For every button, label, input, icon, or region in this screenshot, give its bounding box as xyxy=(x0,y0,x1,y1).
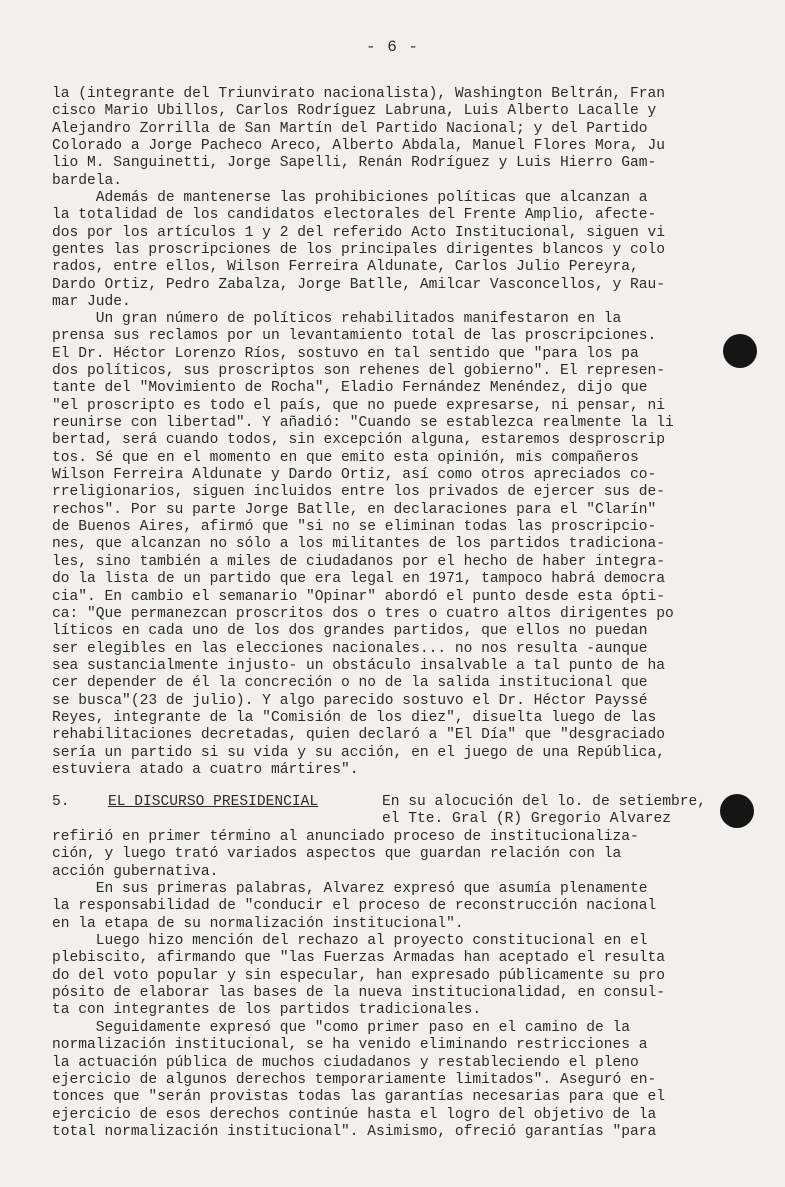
text-line: do del voto popular y sin especular, han expresado públicamente su pro xyxy=(52,967,666,984)
page-number: - 6 - xyxy=(365,38,419,56)
text-line: estuviera atado a cuatro mártires". xyxy=(52,761,359,778)
text-line: rreligionarios, siguen incluidos entre los privados de ejercer sus de- xyxy=(52,484,666,501)
text-line: tos. Sé que en el momento en que emito esta opinión, mis compañeros xyxy=(52,449,639,466)
text-line: "el proscripto es todo el país, que no puede expresarse, ni pensar, ni xyxy=(52,397,666,414)
section-intro xyxy=(382,794,762,829)
text-line: gentes las proscripciones de los principales dirigentes blancos y colo xyxy=(52,242,666,259)
text-line: tonces que "serán provistas todas las garantías necesarias para que el xyxy=(52,1089,666,1106)
text-line: sea sustancialmente injusto- un obstáculo insalvable a tal punto de ha xyxy=(52,657,666,674)
text-line: plebiscito, afirmando que "las Fuerzas Armadas han aceptado el resulta xyxy=(52,950,666,967)
paragraph-1 xyxy=(52,86,760,190)
paragraph-7 xyxy=(52,1020,760,1141)
text-line: rados, entre ellos, Wilson Ferreira Aldunate, Carlos Julio Pereyra, xyxy=(52,259,639,276)
text-line: cia". En cambio el semanario "Opinar" abordó el punto desde esta ópti- xyxy=(52,588,666,605)
text-line: En sus primeras palabras, Alvarez expresó que asumía plenamente xyxy=(52,881,648,897)
text-line: prensa sus reclamos por un levantamiento total de las proscripciones. xyxy=(52,328,657,345)
text-line: se busca"(23 de julio). Y algo parecido sostuvo el Dr. Héctor Payssé xyxy=(52,692,648,709)
text-line: la (integrante del Triunvirato nacionalista), Washington Beltrán, Fran xyxy=(52,86,666,102)
text-line: bardela. xyxy=(52,172,123,189)
text-line: la totalidad de los candidatos electorales del Frente Amplio, afecte- xyxy=(52,207,657,224)
text-line: ser elegibles en las elecciones nacionales... no nos resulta -aunque xyxy=(52,640,648,657)
text-line: pósito de elaborar las bases de la nueva institucionalidad, en consul- xyxy=(52,985,666,1002)
text-line: Dardo Ortiz, Pedro Zabalza, Jorge Batlle, Amilcar Vasconcellos, y Rau- xyxy=(52,276,666,293)
text-line: rechos". Por su parte Jorge Batlle, en declaraciones para el "Clarín" xyxy=(52,501,657,518)
text-line: total normalización institucional". Asimismo, ofreció garantías "para xyxy=(52,1124,657,1141)
text-line: mar Jude. xyxy=(52,294,131,311)
paragraph-3 xyxy=(52,311,760,779)
text-line: dos políticos, sus proscriptos son rehenes del gobierno". El represen- xyxy=(52,363,666,380)
text-line: Reyes, integrante de la "Comisión de los diez", disuelta luego de las xyxy=(52,709,657,726)
text-line: acción gubernativa. xyxy=(52,863,219,880)
section-title: EL DISCURSO PRESIDENCIAL xyxy=(108,794,319,810)
text-line: reunirse con libertad". Y añadió: "Cuando se establezca realmente la li xyxy=(52,415,674,432)
text-line: Wilson Ferreira Aldunate y Dardo Ortiz, así como otros apreciados co- xyxy=(52,467,657,484)
paragraph-2 xyxy=(52,190,760,311)
text-line: normalización institucional, se ha venido eliminando restricciones a xyxy=(52,1037,648,1054)
text-line: refirió en primer término al anunciado proceso de institucionaliza- xyxy=(52,829,639,845)
paragraph-4 xyxy=(52,829,760,881)
text-line: El Dr. Héctor Lorenzo Ríos, sostuvo en tal sentido que "para los pa xyxy=(52,345,639,362)
text-line: Alejandro Zorrilla de San Martín del Partido Nacional; y del Partido xyxy=(52,120,648,137)
paragraph-6 xyxy=(52,933,760,1020)
text-line: ca: "Que permanezcan proscritos dos o tres o cuatro altos dirigentes po xyxy=(52,605,674,622)
text-line: Un gran número de políticos rehabilitados manifestaron en la xyxy=(52,311,622,327)
text-line: les, sino también a miles de ciudadanos por el hecho de haber integra- xyxy=(52,553,666,570)
text-line: el Tte. Gral (R) Gregorio Alvarez xyxy=(382,811,672,828)
text-line: ción, y luego trató variados aspectos que guardan relación con la xyxy=(52,846,622,863)
text-line: dos por los artículos 1 y 2 del referido Acto Institucional, siguen vi xyxy=(52,224,666,241)
text-line: nes, que alcanzan no sólo a los militantes de los partidos tradiciona- xyxy=(52,536,666,553)
text-line: Colorado a Jorge Pacheco Areco, Alberto Abdala, Manuel Flores Mora, Ju xyxy=(52,138,666,155)
text-line: ejercicio de algunos derechos temporariamente limitados". Aseguró en- xyxy=(52,1072,657,1089)
text-line: cer depender de él la concreción o no de la salida institucional que xyxy=(52,675,648,692)
text-line: en la etapa de su normalización institucional". xyxy=(52,915,464,932)
text-line: Además de mantenerse las prohibiciones políticas que alcanzan a xyxy=(52,190,648,206)
text-line: la actuación pública de muchos ciudadanos y restableciendo el pleno xyxy=(52,1054,639,1071)
text-line: líticos en cada uno de los dos grandes partidos, que ellos no puedan xyxy=(52,623,648,640)
text-line: bertad, será cuando todos, sin excepción alguna, estaremos desproscrip xyxy=(52,432,666,449)
text-line: tante del "Movimiento de Rocha", Eladio Fernández Menéndez, dijo que xyxy=(52,380,648,397)
section-number: 5. xyxy=(52,794,70,810)
text-line: rehabilitaciones decretadas, quien declaró a "El Día" que "desgraciado xyxy=(52,727,666,744)
text-line: Luego hizo mención del rechazo al proyecto constitucional en el xyxy=(52,933,648,949)
text-line: cisco Mario Ubillos, Carlos Rodríguez Labruna, Luis Alberto Lacalle y xyxy=(52,103,657,120)
paragraph-5 xyxy=(52,881,760,933)
text-line: ta con integrantes de los partidos tradicionales. xyxy=(52,1002,482,1019)
text-line: En su alocución del lo. de setiembre, xyxy=(382,794,707,810)
section-heading xyxy=(52,794,760,834)
text-line: Seguidamente expresó que "como primer paso en el camino de la xyxy=(52,1020,631,1036)
text-line: sería un partido si su vida y su acción, en el juego de una República, xyxy=(52,744,666,761)
text-line: do la lista de un partido que era legal en 1971, tampoco habrá democra xyxy=(52,571,666,588)
binder-hole-top xyxy=(723,334,757,368)
text-line: la responsabilidad de "conducir el proceso de reconstrucción nacional xyxy=(52,898,657,915)
binder-hole-bottom xyxy=(720,794,754,828)
text-line: ejercicio de esos derechos continúe hasta el logro del objetivo de la xyxy=(52,1106,657,1123)
text-line: lio M. Sanguinetti, Jorge Sapelli, Renán Rodríguez y Luis Hierro Gam- xyxy=(52,155,657,172)
text-line: de Buenos Aires, afirmó que "si no se eliminan todas las proscripcio- xyxy=(52,519,657,536)
